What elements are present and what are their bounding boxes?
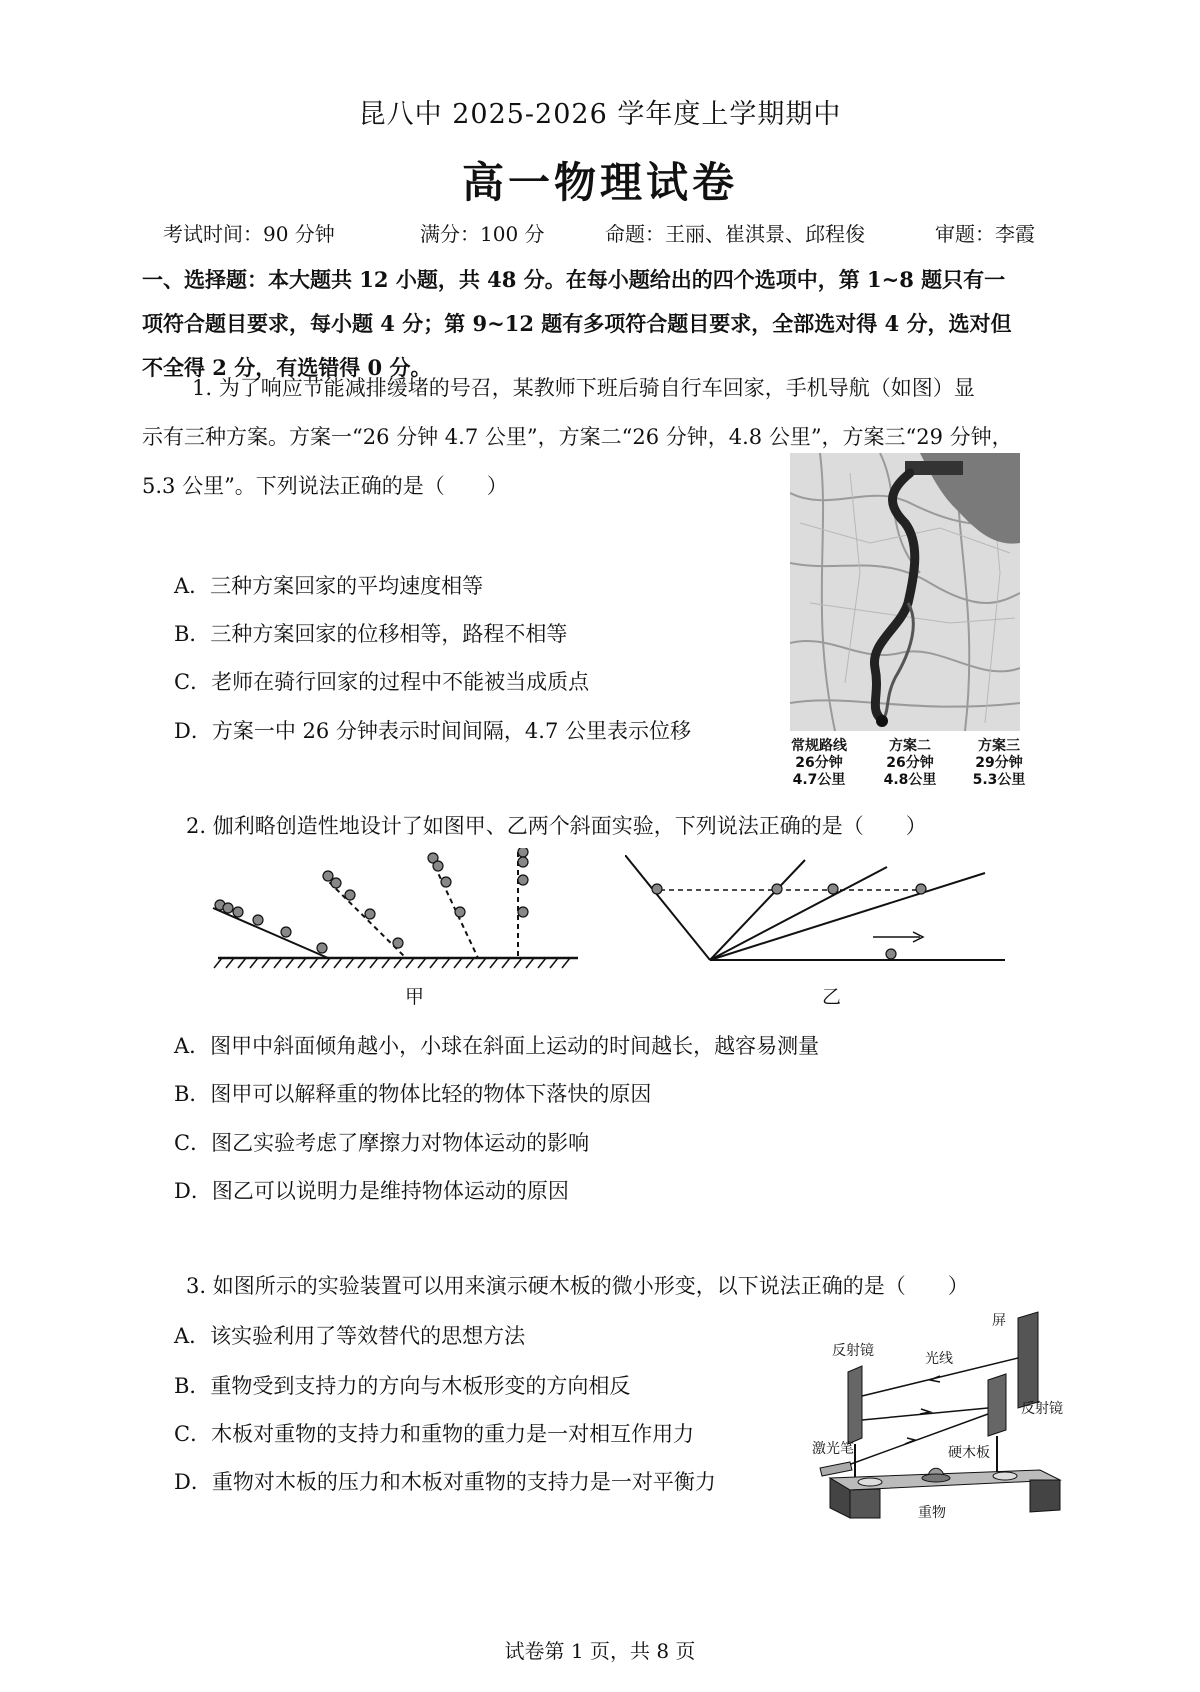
label-weight: 重物	[918, 1505, 946, 1521]
q2-stem: 2. 伽利略创造性地设计了如图甲、乙两个斜面实验，下列说法正确的是（ ）	[186, 814, 927, 838]
page-footer: 试卷第 1 页，共 8 页	[504, 1639, 696, 1663]
q2-option-d[interactable]: D．图乙可以说明力是维持物体运动的原因	[174, 1179, 569, 1203]
q1-line-2: 示有三种方案。方案一“26 分钟 4.7 公里”，方案二“26 分钟，4.8 公里”，方案三“29 分钟，	[142, 425, 1013, 449]
q3-option-d[interactable]: D．重物对木板的压力和木板对重物的支持力是一对平衡力	[174, 1470, 716, 1494]
navigation-map-figure	[790, 453, 1020, 731]
q3-stem: 3. 如图所示的实验装置可以用来演示硬木板的微小形变，以下说法正确的是（ ）	[186, 1274, 969, 1298]
school-line: 昆八中 2025-2026 学年度上学期期中	[358, 99, 842, 130]
q3-option-a[interactable]: A．该实验利用了等效替代的思想方法	[174, 1324, 526, 1348]
q1-line-3: 5.3 公里”。下列说法正确的是（ ）	[142, 474, 508, 498]
q3-option-b[interactable]: B．重物受到支持力的方向与木板形变的方向相反	[174, 1374, 631, 1398]
label-laser: 激光笔	[812, 1441, 854, 1457]
section-line-2: 项符合题目要求，每小题 4 分；第 9~12 题有多项符合题目要求，全部选对得 4 分，选对但	[142, 311, 1012, 336]
section-instructions	[142, 258, 1082, 390]
route-1-time: 26分钟	[795, 755, 843, 771]
route-1-name: 常规路线	[791, 738, 847, 754]
label-board: 硬木板	[948, 1445, 990, 1461]
route-1-distance: 4.7公里	[792, 772, 846, 788]
q2-option-c[interactable]: C．图乙实验考虑了摩擦力对物体运动的影响	[174, 1131, 590, 1155]
route-2-time: 26分钟	[886, 755, 934, 771]
q1-option-a[interactable]: A．三种方案回家的平均速度相等	[174, 574, 484, 598]
inclines-figure-jia	[208, 848, 588, 978]
route-3-caption	[964, 738, 1034, 789]
route-2-name: 方案二	[889, 738, 931, 754]
q1-line-1: 1. 为了响应节能减排缓堵的号召，某教师下班后骑自行车回家，手机导航（如图）显	[192, 376, 975, 400]
setters: 命题：王丽、崔淇景、邱程俊	[605, 222, 865, 246]
label-light: 光线	[925, 1351, 953, 1367]
map-drawing	[790, 453, 1020, 731]
section-line-1: 一、选择题：本大题共 12 小题，共 48 分。在每小题给出的四个选项中，第 1~8 题只有一	[142, 267, 1006, 292]
route-3-time: 29分钟	[975, 755, 1023, 771]
figure-label-jia: 甲	[405, 986, 425, 1008]
route-1-caption	[784, 738, 854, 789]
q1-option-b[interactable]: B．三种方案回家的位移相等，路程不相等	[174, 622, 568, 646]
section-line-3: 不全得 2 分，有选错得 0 分。	[142, 355, 432, 380]
full-score: 满分：100 分	[420, 222, 545, 246]
route-2-distance: 4.8公里	[883, 772, 937, 788]
inclines-figure-yi	[625, 855, 1005, 970]
exam-title: 高一物理试卷	[461, 158, 738, 207]
route-2-caption	[875, 738, 945, 789]
route-3-name: 方案三	[978, 738, 1020, 754]
q3-option-c[interactable]: C．木板对重物的支持力和重物的重力是一对相互作用力	[174, 1422, 695, 1446]
q2-option-a[interactable]: A．图甲中斜面倾角越小，小球在斜面上运动的时间越长，越容易测量	[174, 1034, 820, 1058]
figure-label-yi: 乙	[822, 986, 842, 1008]
incline-ramps-drawing	[625, 855, 1005, 970]
label-mirror-left: 反射镜	[832, 1343, 874, 1359]
q1-option-d[interactable]: D．方案一中 26 分钟表示时间间隔，4.7 公里表示位移	[174, 719, 691, 743]
label-screen: 屏	[992, 1313, 1006, 1329]
inclines-drawing	[208, 848, 588, 978]
label-mirror-right: 反射镜	[1021, 1401, 1063, 1417]
exam-time: 考试时间：90 分钟	[163, 222, 335, 246]
q1-option-c[interactable]: C．老师在骑行回家的过程中不能被当成质点	[174, 670, 590, 694]
q2-option-b[interactable]: B．图甲可以解释重的物体比轻的物体下落快的原因	[174, 1082, 652, 1106]
route-3-distance: 5.3公里	[972, 772, 1026, 788]
reviewer: 审题：李霞	[935, 222, 1035, 246]
